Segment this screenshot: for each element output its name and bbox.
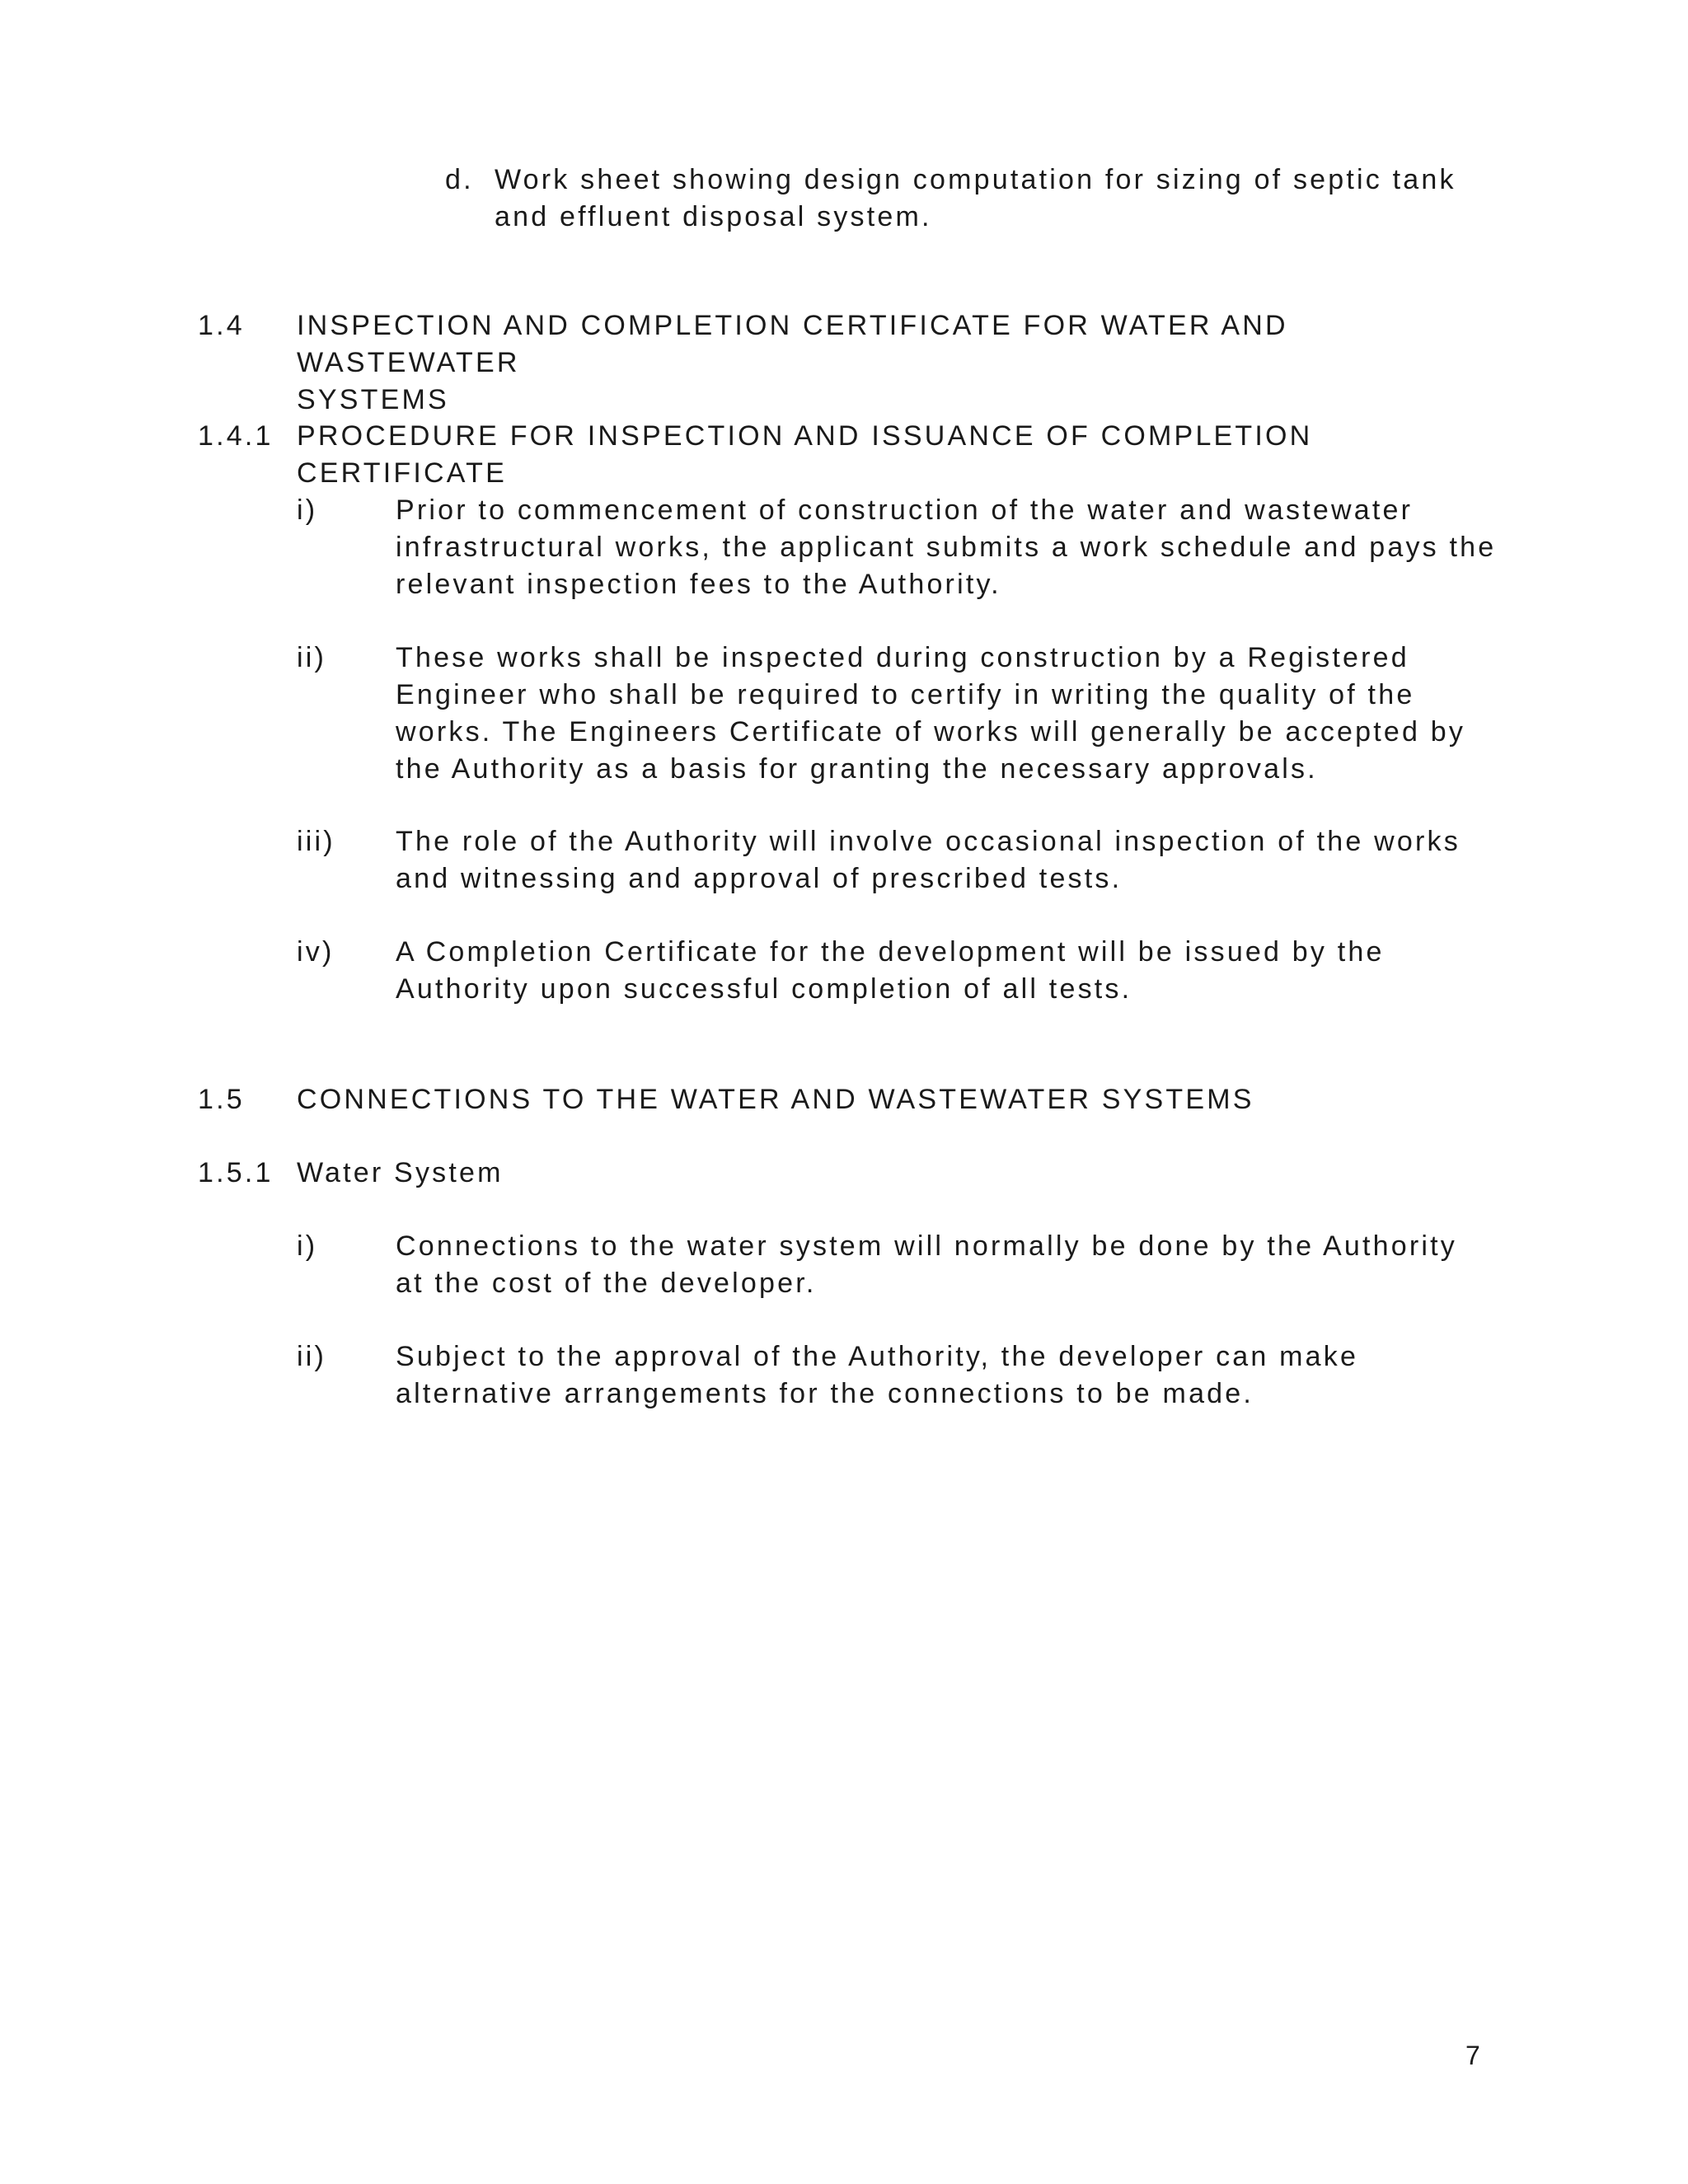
list-marker-i: i) — [297, 1230, 318, 1262]
section-1-4-title — [297, 307, 1484, 419]
text-line: Connections to the water system will normally be done by the Authority — [396, 1230, 1457, 1262]
list-marker-iv: iv) — [297, 936, 335, 968]
section-1-4-number: 1.4 — [198, 310, 245, 341]
list-marker-ii: ii) — [297, 642, 327, 673]
text-line: Prior to commencement of construction of the water and wastewater — [396, 494, 1414, 526]
text-line: The role of the Authority will involve occasional inspection of the works — [396, 826, 1461, 857]
text-line: Authority upon successful completion of all tests. — [396, 973, 1132, 1005]
list-item-text — [396, 934, 1500, 1008]
list-marker-iii: iii) — [297, 826, 335, 857]
text-line: infrastructural works, the applicant submits a work schedule and pays the — [396, 532, 1497, 563]
heading-line: SYSTEMS — [297, 384, 449, 415]
text-line: Engineer who shall be required to certify in writing the quality of the — [396, 679, 1415, 710]
section-1-5-title: CONNECTIONS TO THE WATER AND WASTEWATER SYSTEMS — [297, 1084, 1254, 1115]
text-line: and effluent disposal system. — [495, 201, 932, 232]
list-item-text — [396, 640, 1500, 788]
section-1-4-1-number: 1.4.1 — [198, 420, 274, 452]
list-item-d-text — [495, 162, 1484, 236]
page-number: 7 — [1465, 2041, 1480, 2070]
text-line: These works shall be inspected during construction by a Registered — [396, 642, 1409, 673]
list-item-text — [396, 823, 1500, 898]
text-line: works. The Engineers Certificate of works will generally be accepted by — [396, 716, 1466, 748]
list-marker-d: d. — [445, 164, 474, 195]
section-1-5-number: 1.5 — [198, 1084, 245, 1115]
list-marker-ii: ii) — [297, 1341, 327, 1372]
list-marker-i: i) — [297, 494, 318, 526]
text-line: alternative arrangements for the connections to be made. — [396, 1378, 1254, 1409]
text-line: and witnessing and approval of prescribed tests. — [396, 863, 1123, 894]
section-1-5-1-title: Water System — [297, 1157, 504, 1188]
list-item-text — [396, 1228, 1500, 1302]
text-line: at the cost of the developer. — [396, 1268, 817, 1299]
list-item-text — [396, 1338, 1500, 1413]
text-line: Work sheet showing design computation for sizing of septic tank — [495, 164, 1456, 195]
text-line: A Completion Certificate for the development will be issued by the — [396, 936, 1385, 968]
heading-line: INSPECTION AND COMPLETION CERTIFICATE FOR WATER AND WASTEWATER — [297, 310, 1288, 378]
text-line: relevant inspection fees to the Authority. — [396, 569, 1001, 600]
text-line: Subject to the approval of the Authority, the developer can make — [396, 1341, 1359, 1372]
text-line: the Authority as a basis for granting the necessary approvals. — [396, 753, 1318, 785]
list-item-text — [396, 492, 1500, 603]
section-1-4-1-title: PROCEDURE FOR INSPECTION AND ISSUANCE OF COMPLETION CERTIFICATE — [297, 420, 1313, 489]
section-1-5-1-number: 1.5.1 — [198, 1157, 274, 1188]
